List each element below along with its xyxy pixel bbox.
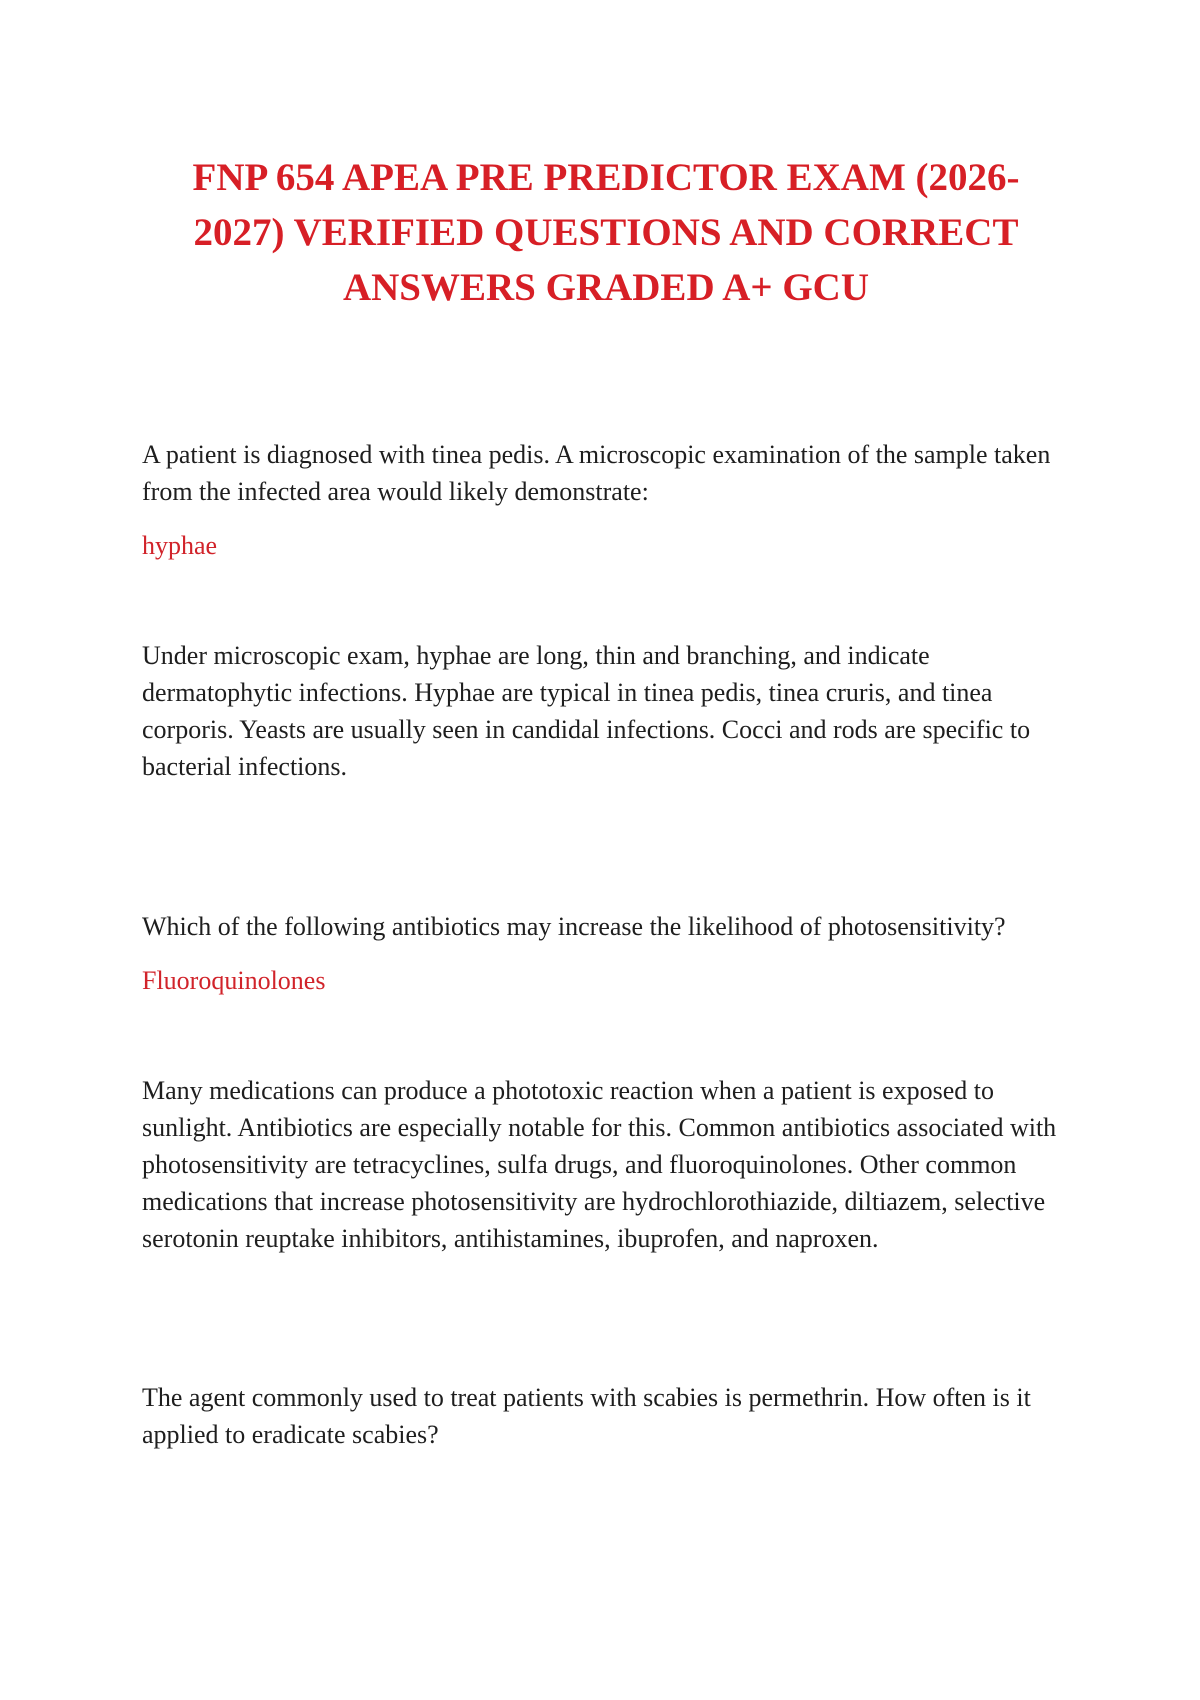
explanation-text: Under microscopic exam, hyphae are long, thin and branching, and indicate dermatophytic infections. Hyphae are typical in tinea pedis, tinea cruris, and tinea corporis. Yeasts are usually seen in candidal infections. Cocci and rods are specific to bacterial infections. (142, 641, 1031, 781)
explanation-text: Many medications can produce a phototoxic reaction when a patient is exposed to sunlight. Antibiotics are especially notable for this. Common antibiotics associated with photosensitivity are tetracyclines, sulfa drugs, and fluoroquinolones. Other common medications that increase photosensitivity are hydrochlorothiazide, diltiazem, selective serotonin reuptake inhibitors, antihistamines, ibuprofen, and naproxen. (142, 1076, 1057, 1253)
qa-item (142, 1379, 1067, 1453)
document-title: FNP 654 APEA PRE PREDICTOR EXAM (2026-2027) VERIFIED QUESTIONS AND CORRECT ANSWERS GRADED A+ GCU (192, 156, 1020, 309)
answer-text: Fluoroquinolones (142, 966, 326, 995)
qa-item (142, 908, 1067, 1257)
qa-item (142, 436, 1067, 785)
answer-text: hyphae (142, 531, 218, 560)
question-text: Which of the following antibiotics may increase the likelihood of photosensitivity? (142, 912, 1006, 941)
question-text: A patient is diagnosed with tinea pedis. A microscopic examination of the sample taken from the infected area would likely demonstrate: (142, 440, 1051, 506)
question-text: The agent commonly used to treat patients with scabies is permethrin. How often is it applied to eradicate scabies? (142, 1383, 1031, 1449)
